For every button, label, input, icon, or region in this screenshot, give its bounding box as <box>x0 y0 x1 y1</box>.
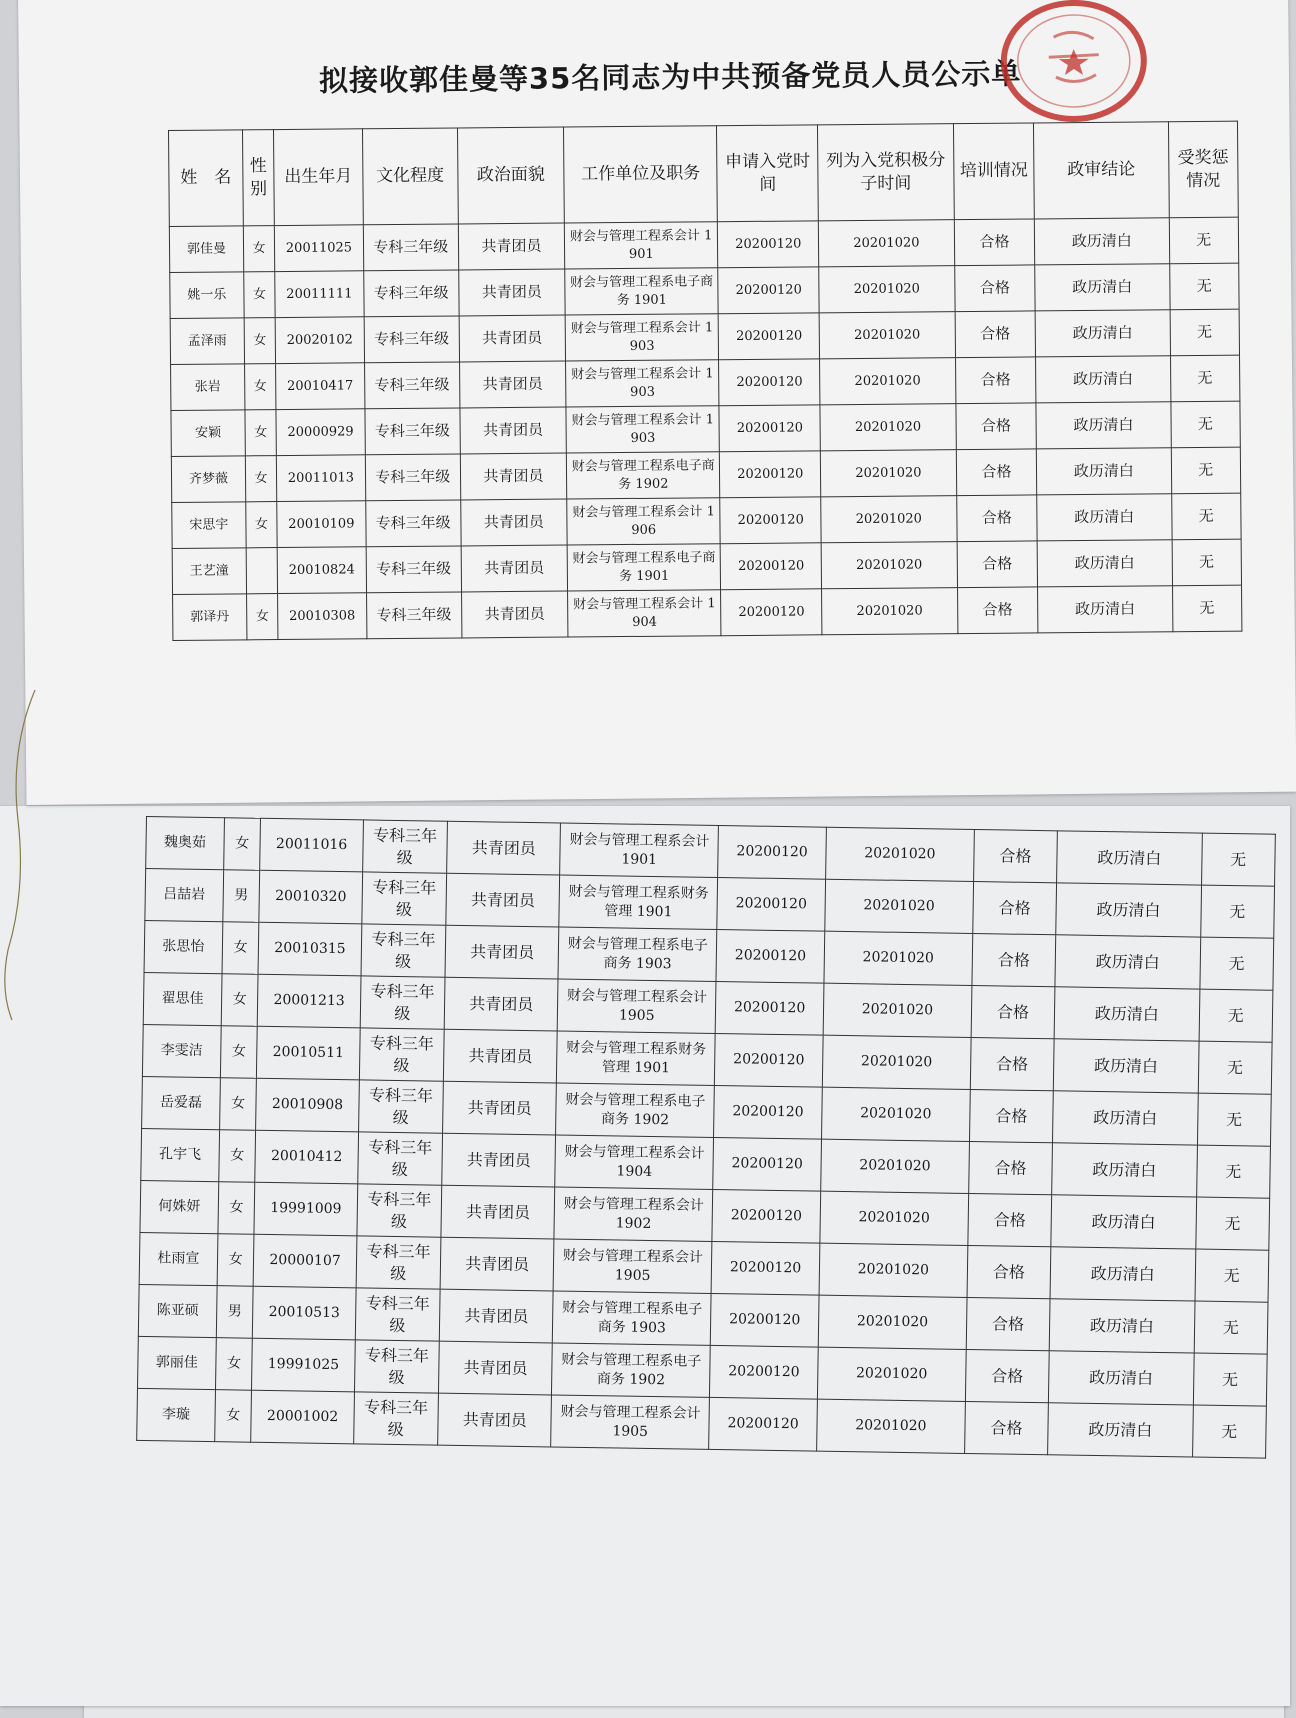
cell-birth: 20011025 <box>275 225 364 272</box>
cell-name: 岳爱磊 <box>142 1076 221 1129</box>
cell-gender: 女 <box>246 502 278 548</box>
cell-unit: 财会与管理工程系会计 1905 <box>558 979 717 1033</box>
header-reward: 受奖惩情况 <box>1168 121 1238 218</box>
cell-training: 合格 <box>955 311 1036 358</box>
cell-activist-date: 20201020 <box>819 312 955 359</box>
cell-gender: 女 <box>217 1234 254 1287</box>
cell-unit: 财会与管理工程系电子商务 1902 <box>552 1343 711 1397</box>
cell-birth: 20001002 <box>251 1390 354 1444</box>
cell-reward: 无 <box>1170 309 1240 356</box>
cell-education: 专科三年级 <box>365 408 461 455</box>
cell-education: 专科三年级 <box>357 1132 442 1185</box>
cell-political: 共青团员 <box>442 1133 556 1187</box>
cell-training: 合格 <box>955 357 1036 404</box>
cell-training: 合格 <box>965 1349 1049 1402</box>
cell-birth: 20010412 <box>255 1130 358 1184</box>
cell-education: 专科三年级 <box>356 1236 441 1289</box>
cell-activist-date: 20201020 <box>818 1295 967 1349</box>
cell-review: 政历清白 <box>1049 1299 1194 1353</box>
cell-political: 共青团员 <box>440 1237 554 1291</box>
cell-name: 郭译丹 <box>173 594 247 641</box>
cell-training: 合格 <box>971 985 1055 1038</box>
cell-gender: 女 <box>245 456 277 502</box>
cell-activist-date: 20201020 <box>822 1035 971 1089</box>
cell-activist-date: 20201020 <box>821 496 957 543</box>
cell-activist-date: 20201020 <box>821 542 957 589</box>
cell-unit: 财会与管理工程系电子商务 1901 <box>567 544 721 591</box>
header-training: 培训情况 <box>953 123 1034 220</box>
cell-reward: 无 <box>1170 401 1240 448</box>
cell-unit: 财会与管理工程系电子商务 1902 <box>566 452 720 499</box>
cell-name: 郭佳曼 <box>169 226 243 273</box>
cell-gender: 女 <box>243 226 275 272</box>
cell-reward: 无 <box>1195 1197 1269 1250</box>
header-education: 文化程度 <box>362 128 458 225</box>
cell-name: 吕喆岩 <box>145 869 224 922</box>
cell-activist-date: 20201020 <box>823 983 972 1037</box>
cell-training: 合格 <box>969 1089 1053 1142</box>
cell-name: 安颖 <box>171 410 245 457</box>
cell-activist-date: 20201020 <box>826 827 975 881</box>
applicant-table-page2 <box>136 816 1276 1459</box>
cell-name: 姚一乐 <box>170 272 244 319</box>
cell-gender: 男 <box>223 870 260 923</box>
cell-birth: 20010417 <box>276 363 365 410</box>
cell-political: 共青团员 <box>460 407 567 454</box>
cell-review: 政历清白 <box>1054 987 1199 1041</box>
cell-training: 合格 <box>973 830 1057 883</box>
cell-training: 合格 <box>954 219 1035 266</box>
cell-reward: 无 <box>1197 1093 1271 1146</box>
cell-political: 共青团员 <box>438 1393 552 1447</box>
header-apply-date: 申请入党时 间 <box>717 125 819 222</box>
cell-education: 专科三年级 <box>355 1288 440 1341</box>
cell-birth: 20000929 <box>276 409 365 456</box>
cell-gender: 男 <box>216 1286 253 1339</box>
cell-review: 政历清白 <box>1038 586 1173 633</box>
cell-name: 李雯洁 <box>142 1024 221 1077</box>
cell-apply-date: 20200120 <box>709 1397 818 1451</box>
cell-name: 齐梦薇 <box>171 456 245 503</box>
cell-review: 政历清白 <box>1037 494 1172 541</box>
cell-political: 共青团员 <box>447 821 561 875</box>
cell-review: 政历清白 <box>1036 402 1171 449</box>
cell-political: 共青团员 <box>444 977 558 1031</box>
cell-gender: 女 <box>220 1026 257 1079</box>
cell-political: 共青团员 <box>458 269 565 316</box>
cell-reward: 无 <box>1193 1353 1267 1406</box>
cell-birth: 19991009 <box>254 1182 357 1236</box>
cell-education: 专科三年级 <box>354 1340 439 1393</box>
cell-training: 合格 <box>957 541 1038 588</box>
cell-birth: 19991025 <box>252 1338 355 1392</box>
cell-education: 专科三年级 <box>357 1184 442 1237</box>
cell-apply-date: 20200120 <box>721 589 822 636</box>
cell-activist-date: 20201020 <box>822 1087 971 1141</box>
cell-unit: 财会与管理工程系会计 1906 <box>567 498 721 545</box>
cell-name: 王艺潼 <box>172 548 246 595</box>
cell-gender: 女 <box>244 272 276 318</box>
cell-review: 政历清白 <box>1035 218 1170 265</box>
cell-activist-date: 20201020 <box>822 588 958 635</box>
cell-apply-date: 20200120 <box>710 1293 819 1347</box>
cell-education: 专科三年级 <box>361 872 446 925</box>
cell-birth: 20010320 <box>259 870 362 924</box>
cell-unit: 财会与管理工程系电子商务 1902 <box>556 1083 715 1137</box>
cell-political: 共青团员 <box>459 361 566 408</box>
cell-training: 合格 <box>970 1037 1054 1090</box>
cell-reward: 无 <box>1198 1041 1272 1094</box>
cell-activist-date: 20201020 <box>819 266 955 313</box>
cell-review: 政历清白 <box>1056 883 1201 937</box>
cell-activist-date: 20201020 <box>820 450 956 497</box>
cell-political: 共青团员 <box>461 499 568 546</box>
cell-birth: 20001213 <box>258 974 361 1028</box>
cell-apply-date: 20200120 <box>710 1345 819 1399</box>
cell-education: 专科三年级 <box>363 270 459 317</box>
cell-activist-date: 20201020 <box>817 1347 966 1401</box>
cell-reward: 无 <box>1171 493 1241 540</box>
cell-activist-date: 20201020 <box>820 358 956 405</box>
cell-birth: 20010109 <box>277 501 366 548</box>
cell-political: 共青团员 <box>443 1029 557 1083</box>
cell-political: 共青团员 <box>458 223 565 270</box>
cell-birth: 20011016 <box>260 818 363 872</box>
cell-apply-date: 20200120 <box>719 359 820 406</box>
cell-reward: 无 <box>1200 885 1274 938</box>
cell-activist-date: 20201020 <box>820 404 956 451</box>
cell-gender: 女 <box>219 1130 256 1183</box>
cell-reward: 无 <box>1172 585 1242 632</box>
cell-unit: 财会与管理工程系会计 1903 <box>566 406 720 453</box>
cell-political: 共青团员 <box>461 591 568 638</box>
cell-education: 专科三年级 <box>361 924 446 977</box>
cell-education: 专科三年级 <box>353 1392 438 1445</box>
cell-training: 合格 <box>964 1401 1048 1454</box>
cell-birth: 20010308 <box>278 593 367 640</box>
cell-name: 杜雨宣 <box>139 1232 218 1285</box>
cell-political: 共青团员 <box>439 1289 553 1343</box>
cell-activist-date: 20201020 <box>819 1243 968 1297</box>
cell-gender: 女 <box>218 1182 255 1235</box>
cell-education: 专科三年级 <box>364 362 460 409</box>
table-header-row <box>169 121 1239 226</box>
cell-unit: 财会与管理工程系电子商务 1901 <box>565 268 719 315</box>
cell-training: 合格 <box>956 403 1037 450</box>
cell-reward: 无 <box>1172 539 1242 586</box>
cell-activist-date: 20201020 <box>821 1139 970 1193</box>
cell-unit: 财会与管理工程系电子商务 1903 <box>553 1291 712 1345</box>
cell-reward: 无 <box>1196 1145 1270 1198</box>
cell-birth: 20000107 <box>254 1234 357 1288</box>
cell-name: 李璇 <box>137 1388 216 1441</box>
cell-education: 专科三年级 <box>366 546 462 593</box>
cell-education: 专科三年级 <box>363 224 459 271</box>
cell-apply-date: 20200120 <box>711 1241 820 1295</box>
cell-review: 政历清白 <box>1037 540 1172 587</box>
cell-name: 孔宇飞 <box>141 1128 220 1181</box>
cell-review: 政历清白 <box>1051 1195 1196 1249</box>
cell-reward: 无 <box>1169 263 1239 310</box>
table-row <box>173 585 1242 640</box>
cell-unit: 财会与管理工程系会计 1905 <box>551 1395 710 1449</box>
cell-gender: 女 <box>221 974 258 1027</box>
cell-unit: 财会与管理工程系会计 1902 <box>554 1187 713 1241</box>
cell-activist-date: 20201020 <box>825 879 974 933</box>
cell-education: 专科三年级 <box>359 1028 444 1081</box>
cell-review: 政历清白 <box>1053 1091 1198 1145</box>
cell-review: 政历清白 <box>1035 310 1170 357</box>
cell-activist-date: 20201020 <box>820 1191 969 1245</box>
cell-review: 政历清白 <box>1053 1039 1198 1093</box>
cell-review: 政历清白 <box>1055 935 1200 989</box>
cell-training: 合格 <box>956 449 1037 496</box>
cell-apply-date: 20200120 <box>715 981 824 1035</box>
cell-education: 专科三年级 <box>360 976 445 1029</box>
cell-gender: 女 <box>245 410 277 456</box>
cell-gender <box>246 548 278 594</box>
cell-unit: 财会与管理工程系会计 1901 <box>560 823 719 877</box>
cell-review: 政历清白 <box>1057 831 1202 885</box>
cell-apply-date: 20200120 <box>719 313 820 360</box>
cell-unit: 财会与管理工程系财务管理 1901 <box>559 875 718 929</box>
cell-reward: 无 <box>1199 937 1273 990</box>
cell-activist-date: 20201020 <box>817 1399 966 1453</box>
cell-gender: 女 <box>223 818 260 871</box>
header-gender: 性别 <box>242 130 274 226</box>
cell-political: 共青团员 <box>446 873 560 927</box>
cell-gender: 女 <box>222 922 259 975</box>
cell-apply-date: 20200120 <box>720 451 821 498</box>
cell-name: 魏奥茹 <box>146 817 225 870</box>
cell-birth: 20010511 <box>257 1026 360 1080</box>
cell-apply-date: 20200120 <box>715 1033 824 1087</box>
cell-political: 共青团员 <box>443 1081 557 1135</box>
cell-unit: 财会与管理工程系会计 1904 <box>555 1135 714 1189</box>
cell-education: 专科三年级 <box>362 820 447 873</box>
cell-review: 政历清白 <box>1052 1143 1197 1197</box>
cell-gender: 女 <box>244 364 276 410</box>
cell-training: 合格 <box>957 587 1038 634</box>
cell-review: 政历清白 <box>1036 356 1171 403</box>
cell-education: 专科三年级 <box>365 454 461 501</box>
cell-apply-date: 20200120 <box>721 543 822 590</box>
cell-political: 共青团员 <box>441 1185 555 1239</box>
cell-apply-date: 20200120 <box>714 1085 823 1139</box>
cell-apply-date: 20200120 <box>718 267 819 314</box>
cell-apply-date: 20200120 <box>712 1189 821 1243</box>
cell-training: 合格 <box>973 882 1057 935</box>
cell-unit: 财会与管理工程系电子商务 1903 <box>558 927 717 981</box>
cell-reward: 无 <box>1169 217 1239 264</box>
cell-birth: 20010824 <box>277 547 366 594</box>
header-name: 姓 名 <box>169 130 244 227</box>
cell-activist-date: 20201020 <box>824 931 973 985</box>
cell-training: 合格 <box>966 1297 1050 1350</box>
cell-training: 合格 <box>968 1141 1052 1194</box>
cell-apply-date: 20200120 <box>718 825 827 879</box>
cell-apply-date: 20200120 <box>717 877 826 931</box>
thread-icon <box>0 690 40 1020</box>
cell-gender: 女 <box>219 1078 256 1131</box>
cell-name: 翟思佳 <box>143 972 222 1025</box>
cell-apply-date: 20200120 <box>719 405 820 452</box>
cell-gender: 女 <box>215 1338 252 1391</box>
cell-education: 专科三年级 <box>366 592 462 639</box>
cell-apply-date: 20200120 <box>720 497 821 544</box>
cell-name: 孟泽雨 <box>170 318 244 365</box>
cell-unit: 财会与管理工程系会计 1905 <box>554 1239 713 1293</box>
cell-reward: 无 <box>1194 1301 1268 1354</box>
header-birth: 出生年月 <box>274 129 363 226</box>
cell-birth: 20010908 <box>256 1078 359 1132</box>
cell-apply-date: 20200120 <box>718 221 819 268</box>
cell-birth: 20010315 <box>258 922 361 976</box>
cell-political: 共青团员 <box>439 1341 553 1395</box>
cell-gender: 女 <box>244 318 276 364</box>
cell-apply-date: 20200120 <box>716 929 825 983</box>
cell-training: 合格 <box>972 933 1056 986</box>
cell-training: 合格 <box>956 495 1037 542</box>
cell-name: 郭丽佳 <box>138 1336 217 1389</box>
cell-name: 张思怡 <box>144 920 223 973</box>
header-unit: 工作单位及职务 <box>564 126 718 223</box>
cell-education: 专科三年级 <box>358 1080 443 1133</box>
cell-review: 政历清白 <box>1049 1351 1194 1405</box>
cell-unit: 财会与管理工程系财务管理 1901 <box>557 1031 716 1085</box>
cell-reward: 无 <box>1171 447 1241 494</box>
cell-unit: 财会与管理工程系会计 1901 <box>564 222 718 269</box>
applicant-table-page1 <box>168 121 1242 641</box>
cell-review: 政历清白 <box>1050 1247 1195 1301</box>
cell-review: 政历清白 <box>1048 1403 1193 1457</box>
page-title: 拟接收郭佳曼等35名同志为中共预备党员人员公示单 <box>318 56 1022 98</box>
official-seal-icon <box>993 0 1152 126</box>
cell-birth: 20011111 <box>275 271 364 318</box>
cell-reward: 无 <box>1192 1405 1266 1458</box>
cell-training: 合格 <box>967 1245 1051 1298</box>
cell-gender: 女 <box>214 1390 251 1443</box>
cell-education: 专科三年级 <box>365 500 461 547</box>
cell-name: 何姝妍 <box>140 1180 219 1233</box>
cell-political: 共青团员 <box>445 925 559 979</box>
cell-unit: 财会与管理工程系会计 1904 <box>568 590 722 637</box>
cell-unit: 财会与管理工程系会计 1903 <box>565 314 719 361</box>
cell-reward: 无 <box>1195 1249 1269 1302</box>
cell-reward: 无 <box>1199 989 1273 1042</box>
cell-training: 合格 <box>968 1193 1052 1246</box>
cell-birth: 20010513 <box>253 1286 356 1340</box>
cell-political: 共青团员 <box>460 453 567 500</box>
cell-unit: 财会与管理工程系会计 1903 <box>566 360 720 407</box>
cell-name: 陈亚硕 <box>138 1284 217 1337</box>
cell-gender: 女 <box>246 594 278 640</box>
cell-birth: 20020102 <box>275 317 364 364</box>
header-review: 政审结论 <box>1034 122 1169 219</box>
cell-activist-date: 20201020 <box>818 220 954 267</box>
header-activist-date: 列为入党积极分子时间 <box>818 124 954 221</box>
cell-education: 专科三年级 <box>364 316 460 363</box>
cell-name: 张岩 <box>171 364 245 411</box>
cell-name: 宋思宇 <box>172 502 246 549</box>
cell-birth: 20011013 <box>277 455 366 502</box>
cell-training: 合格 <box>954 265 1035 312</box>
cell-review: 政历清白 <box>1037 448 1172 495</box>
cell-political: 共青团员 <box>459 315 566 362</box>
header-political: 政治面貌 <box>457 127 564 224</box>
cell-apply-date: 20200120 <box>713 1137 822 1191</box>
cell-review: 政历清白 <box>1035 264 1170 311</box>
cell-reward: 无 <box>1201 833 1275 886</box>
cell-political: 共青团员 <box>461 545 568 592</box>
cell-reward: 无 <box>1170 355 1240 402</box>
